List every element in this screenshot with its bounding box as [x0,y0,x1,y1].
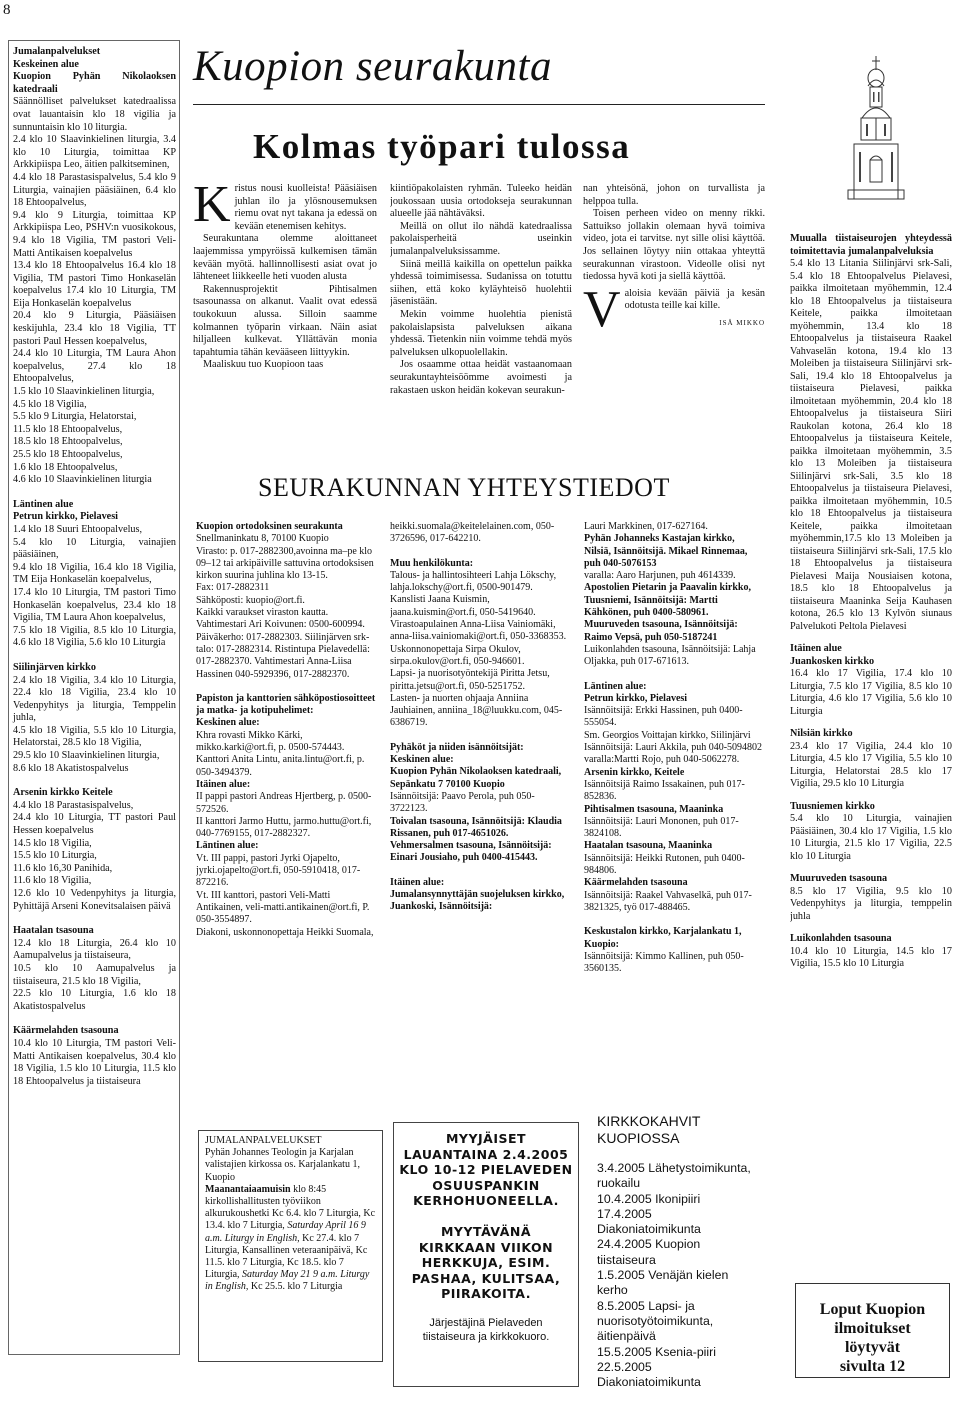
market-line: KLO 10-12 PIELAVEDEN [399,1162,573,1177]
spacer [13,487,176,499]
schedule-entry: 1.4 klo 18 Suuri Ehtoopalvelus, [13,523,143,535]
schedule-entry: Arsenin kirkko Keitele [13,787,113,799]
contact-entry: Pyhäköt ja niiden isännöitsijät: [390,741,524,753]
article-paragraph: nan yhteisönä, johon on turvallista ja helppoa tulla. [583,183,765,207]
spacer [13,913,176,925]
market-line: KERHOHUONEELLA. [413,1193,559,1208]
church-illustration [790,40,952,205]
contact-entry: Talous- ja hallintosihteeri Lahja Lökschy, lahja.lokschy@ort.fi, 0500-901479. [390,569,557,594]
right-services-column [790,233,952,1273]
kirkkokahvit-item: 1.5.2005 Venäjän kielen kerho [597,1268,729,1298]
contact-entry: Papiston ja kanttorien sähköpostiosoitteet ja matka- ja kotipuhelimet: [196,692,376,717]
article-column-2 [390,183,572,455]
service-entry: 23.4 klo 17 Vigilia, 24.4 klo 10 Liturgia, 4.5 klo 17 Vigilia, 5.5 klo 10 Liturgia, Helatorstai 28.5 klo 17 Vigilia, 29.5 klo 10 Liturgia [790,740,952,789]
vigil-text: JUMALANPALVELUKSET [205,1135,322,1146]
article-headline: Kolmas työpari tulossa [253,127,631,166]
spacer [13,650,176,662]
schedule-entry: 24.4 klo 10 Liturgia, TT pastori Paul Hessen koepalvelus [13,812,176,837]
contact-entry: Uskonnonopettaja Sirpa Okulov, sirpa.okulov@ort.fi, 050-946601. [390,643,525,667]
schedule-entry: 20.4 klo 9 Liturgia, Pääsiäisen keskijuhla, 23.4 klo 18 Vigilia, TT pastori Paul Hessen koepalvelus, [13,310,176,347]
article-paragraph: Maaliskuu tuo Kuopioon taas [203,359,324,371]
spacer [584,669,764,681]
service-entry: 10.4 klo 10 Liturgia, 14.5 klo 17 Vigilia, 15.5 klo 10 Liturgia [790,945,952,969]
schedule-entry: 15.5 klo 10 Liturgia, [13,850,97,862]
schedule-entry: Haatalan tsasouna [13,925,94,937]
contact-entry: Vehmersalmen tsasouna, Isännöitsijä: Einari Jousiaho, puh 0400-415443. [390,840,552,864]
contact-entry: Kaikki varaukset viraston kautta. Vahtimestari Ari Koivunen: 0500-600994. Päiväkerho: 017-2882303. Siilinjärven srk-talo: 017-2882314. Ristintupa Pielavedellä: 017-2882370. Vahtimestari Anna-Liisa Hassinen 040-5929396, 017-2882370. [196,607,370,680]
vigil-text: Kc 25.5. klo 7 Liturgia [250,1281,343,1293]
service-entry: Luikonlahden tsasouna [790,933,892,944]
schedule-entry: Säännölliset palvelukset katedraalissa ovat lauantaisin klo 18 vigilia ja sunnuntaisin klo 10 liturgia. [13,96,176,133]
closing-dropcap: V [583,280,621,338]
contact-entry: Isännöitsijä: Lauri Akkila, puh 040-5094802 [584,742,763,754]
vigil-text: Pyhän Johannes Teologin ja Karjalan valistajien kirkossa os. Karjalankatu 1, Kuopio [205,1147,360,1183]
services-schedule-column [8,40,180,1355]
contact-entry: Läntinen alue: [196,840,259,852]
market-line: HERKKUJA, ESIM. [421,1255,551,1270]
schedule-entry: 9.4 klo 18 Vigilia, 16.4 klo 18 Vigilia, TM Eija Honkaselän koepalvelus, [13,561,176,586]
article-paragraph: ristus nousi kuolleista! Pääsiäisen juhlan ilo ja ylösnousemuksen riemu ovat nyt takana ja edessä on kevään etenemisen kehitys. [234,183,377,232]
schedule-entry: 12.4 klo 18 Liturgia, 26.4 klo 10 Aamupalvelus ja tiistaiseura, [13,937,176,962]
schedule-entry: 11.6 klo 18 Vigilia, [13,875,92,887]
service-entry: 8.5 klo 17 Vigilia, 9.5 klo 10 Vedenpyhitys ja liturgia, temppelin juhla [790,885,952,922]
contact-entry: varalla:Martti Rojo, puh 040-5062278. [584,754,740,766]
kirkkokahvit-list [597,1113,757,1390]
contact-entry: Apostolien Pietarin ja Paavalin kirkko, Tuusniemi, Isännöitsijä: Martti Kähkönen, puh 0400-580961. [584,582,751,619]
contacts-section-title: SEURAKUNNAN YHTEYSTIEDOT [258,473,670,502]
schedule-entry: 7.5 klo 18 Vigilia, 8.5 klo 10 Liturgia, 4.6 klo 18 Vigilia, 5.6 klo 10 Liturgia [13,624,176,649]
contact-entry: Isännöitsijä: Raakel Vahvaselkä, puh 017-3821325, työ 017-488465. [584,889,752,913]
contact-entry: Pihtisalmen tsasouna, Maaninka [584,803,724,815]
loput-line: Loput Kuopion [819,1301,926,1318]
schedule-entry: 5.5 klo 9 Liturgia, Helatorstai, [13,411,137,423]
contact-entry: Vt. III kanttori, pastori Veli-Matti Antikainen, veli-matti.antikainen@ort.fi, P. 050-3554897. [196,889,370,926]
schedule-entry: Keskeinen alue [13,58,79,70]
contact-entry: Isännöitsijä: Paavo Perola, puh 050-3722123. [390,790,535,815]
schedule-entry: 4.6 klo 10 Slaavinkielinen liturgia [13,474,152,486]
contact-entry: Haatalan tsasouna, Maaninka [584,840,713,852]
schedule-entry: 24.4 klo 10 Liturgia, TM Laura Ahon koepalvelus, 27.4 klo 18 Ehtoopalvelus, [13,348,176,385]
contact-entry: varalla: Aaro Harjunen, puh 4614339. [584,570,736,582]
schedule-entry: 4.5 klo 18 Vigilia, [13,398,87,410]
market-line: KIRKKAAN VIIKON [418,1239,554,1255]
service-entry: Juankosken kirkko [790,655,875,667]
service-entry: 16.4 klo 17 Vigilia, 17.4 klo 10 Liturgia, 7.5 klo 17 Vigilia, 8.5 klo 10 Liturgia, 4.6 klo 17 Vigilia, 5.6 klo 10 Liturgia [790,668,952,717]
schedule-entry: 29.5 klo 10 Slaavinkielinen liturgia, [13,750,160,762]
schedule-entry: 11.6 klo 16,30 Panihida, [13,862,113,874]
contact-entry: Isännöitsijä: Lauri Mononen, puh 017-3824108. [584,815,739,840]
schedule-entry: 22.5 klo 10 Liturgia, 1.6 klo 18 Akatistospalvelus [13,988,176,1012]
schedule-entry: 5.4 klo 10 Liturgia, vainajien pääsiäinen, [13,536,176,561]
contact-entry: Keskinen alue: [196,717,260,729]
contact-entry: Lapsi- ja nuorisotyöntekijä Piritta Jetsu, piritta.jetsu@ort.fi, 050-5251752. [390,668,550,692]
schedule-entry: Läntinen alue [13,498,74,510]
organizer-line: Järjestäjinä Pielaveden [429,1316,543,1329]
contact-entry: Isännöitsijä Raimo Issakainen, puh 017-852836. [584,778,745,803]
article-paragraph: Seurakuntana olemme aloittaneet laajemmissa ympyröissä kulkemisen tämän kevään myötä. hallinnollisesti asiat ovat jo lähteneet liikkeelle heti vuoden alusta [193,233,377,283]
contact-entry: Luikonlahden tsasouna, Isännöitsijä: Lahja Oljakka, puh 017-671613. [584,643,756,668]
kirkkokahvit-item: 24.4.2005 Kuopion tiistaiseura [597,1237,701,1267]
vigil-text: Maanantaiaamuisin [205,1183,294,1195]
contact-entry: Isännöitsijä: Kimmo Kallinen, puh 050-3560135. [584,950,744,975]
contact-entry: heikki.suomala@keitelelainen.com, 050-3726596, 017-642210. [390,521,555,545]
spacer [790,718,952,728]
schedule-entry: Petrun kirkko, Pielavesi [13,511,118,523]
schedule-entry: Siilinjärven kirkko [13,661,96,673]
loput-line: löytyvät [844,1339,901,1356]
contact-entry: Läntinen alue: [584,680,647,692]
contact-entry: Kuopion ortodoksinen seurakunta [196,521,343,532]
vigil-text: Kc 6.4. klo 7 Liturgia, Kc 13.4. klo 7 Liturgia, [205,1208,376,1232]
schedule-entry: 9.4 klo 9 Liturgia, toimittaa KP Arkkipiispa Leo, PSHV:n vuosikokous, 9.4 klo 18 Vigilia, TM pastori Veli-Matti Antikaisen koepalvelus [13,209,176,259]
article-paragraph: Jos osaamme ottaa heidät vastaanomaan seurakuntayhteisöömme avoimesti ja rakastaen uskon heidän kokevan seurakun- [390,359,572,396]
loput-ilmoitukset-box [795,1283,950,1378]
masthead-title: Kuopion seurakunta [193,43,552,90]
spacer [790,923,952,933]
contact-entry: Toivalan tsasouna, Isännöitsijä: Klaudia Rissanen, puh 017-4651026. [390,815,562,839]
contact-entry: Itäinen alue: [196,778,251,790]
kirkkokahvit-item: 8.5.2005 Lapsi- ja nuorisotyötoimikunta, äitienpäivä [597,1298,714,1344]
contact-entry: Muuruveden tsasouna, Isännöitsijä: Raimo Vepsä, puh 050-5187241 [584,619,738,643]
service-entry: Muuruveden tsasouna [790,873,888,884]
schedule-entry: 10.5 klo 10 Aamupalvelus ja tiistaiseura, 21.5 klo 18 Vigilia, [13,962,176,987]
loput-line: ilmoitukset [834,1320,911,1337]
contact-entry: Isännöitsijä: Erkki Hassinen, puh 0400-555054. [584,705,743,729]
article-column-3 [583,183,765,373]
kirkkokahvit-item: 22.5.2005 Diakoniatoimikunta [597,1359,701,1390]
spacer [13,775,176,787]
contact-entry: Vt. III pappi, pastori Jyrki Ojapelto, jyrki.ojapelto@ort.fi, 050-5910418, 017-872216. [196,852,361,889]
jumalanpalvelukset-box [198,1130,383,1362]
market-line: MYYJÄISET [445,1131,527,1146]
contact-entry: Pyhän Johanneks Kastajan kirkko, Nilsiä, Isännöitsijä. Mikael Rinnemaa, puh 040-5076153 [584,533,748,569]
market-line: LAUANTAINA 2.4.2005 [403,1146,569,1162]
kirkkokahvit-title: KIRKKOKAHVIT [597,1113,701,1129]
contact-entry: Sm. Georgios Voittajan kirkko, Siilinjärvi [584,729,751,741]
schedule-entry: 10.4 klo 10 Liturgia, TM pastori Veli-Matti Antikaisen koepalvelus, 30.4 klo 18 Vigilia, 1.5 klo 10 Liturgia, 11.5 klo 18 Ehtoopalvelus ja tiistaiseura [13,1037,176,1087]
article-paragraph: Mekin voimme huolehtia pienistä pakolaislapsista palveluksen aikana yhdessä. Tietenkin niin voimme tehdä myös palveluksen ulkopuolellakin. [390,308,572,358]
market-line [394,1209,578,1225]
schedule-entry: 18.5 klo 18 Ehtoopalvelus, [13,436,123,448]
closing-text: aloisia kevään päiviä ja kesän odotusta teille kai kille. [624,287,765,312]
schedule-entry: 12.6 klo 10 Vedenpyhitys ja liturgia, Pyhittäjä Arseni Konevitsalaisen päivä [13,888,176,912]
article-paragraph: Meillä on ollut ilo nähdä katedraalissa pakolaisperheitä useinkin jumalanpalveluksissamme. [390,220,572,257]
kirkkokahvit-item: 10.4.2005 Ikonipiiri [597,1191,701,1206]
service-entry: Muualla tiistaiseurojen yhteydessä toimitettavia jumalanpalveluksia [790,233,952,257]
schedule-entry: 2.4 klo 10 Slaavinkielinen liturgia, 3.4 klo 10 Liturgia, toimittaa KP Arkkipiispa Leo, äitien palkitseminen, [13,134,176,171]
contact-entry: Itäinen alue: [390,876,445,888]
schedule-entry: 8.6 klo 18 Akatistospalvelus [13,762,129,774]
contact-entry: Keskinen alue: [390,754,454,766]
kirkkokahvit-item: 17.4.2005 Diakoniatoimikunta [597,1206,701,1237]
schedule-entry: 4.5 klo 18 Vigilia, 5.5 klo 10 Liturgia, Helatorstai, 28.5 klo 18 Vigilia, [13,724,176,749]
market-line: PASHAA, KULITSAA, [411,1270,561,1286]
page-number: 8 [3,2,11,18]
vigil-text: Saturday April 16 9 a.m. Liturgy in English, [205,1220,366,1244]
contact-entry: Kuopion Pyhän Nikolaoksen katedraali, Sepänkatu 7 70100 Kuopio [390,766,562,790]
contact-entry: II pappi pastori Andreas Hjertberg, p. 0500-572526. [196,791,372,815]
schedule-entry: Jumalanpalvelukset [13,46,101,57]
organizer-line: tiistaiseura ja kirkkokuoro. [422,1330,550,1343]
article-signature: ISÄ MIKKO [719,318,765,327]
contact-entry: Keskustalon kirkko, Karjalankatu 1, Kuopio: [584,926,742,950]
market-organizer [394,1316,578,1344]
article-column-1 [193,183,377,455]
myyjaiset-box [393,1122,579,1387]
market-line: PIIRAKOITA. [441,1286,531,1301]
vigil-text: Kc 27.4. klo 7 Liturgia, Kansallinen veteraanipäivä, Kc 11.5. klo 7 Liturgia, Kc 18.5. klo 7 Liturgia, [205,1232,368,1281]
contact-entry: Arsenin kirkko, Keitele [584,766,685,778]
service-entry: Itäinen alue [790,643,842,654]
contact-entry: Lauri Markkinen, 017-627164. [584,521,708,532]
contact-entry: II kanttori Jarmo Huttu, jarmo.huttu@ort.fi, 040-7769155, 017-2882327. [196,815,372,840]
spacer [390,865,570,877]
spacer [790,791,952,801]
contact-entry: Isännöitsijä: Heikki Rutonen, puh 0400-984806. [584,852,745,877]
contact-entry: Jumalansynnyttäjän suojeluksen kirkko, Juankoski, Isännöitsijä: [390,889,565,913]
spacer [390,546,570,558]
contact-entry: Diakoni, uskonnonopettaja Heikki Suomala, [196,926,374,938]
contact-entry: Kanslisti Jaana Kuismin, jaana.kuismin@ort.fi, 050-5419640. [390,594,536,618]
schedule-entry: Käärmelahden tsasouna [13,1025,119,1037]
contact-entry: Petrun kirkko, Pielavesi [584,692,688,704]
service-entry: 5.4 klo 10 Liturgia, vainajien Pääsiäinen, 30.4 klo 17 Vigilia, 1.5 klo 10 Liturgia, 21.5 klo 17 Vigilia, 22.5 klo 10 Liturgia [790,813,952,862]
spacer [196,681,376,693]
schedule-entry: 2.4 klo 18 Vigilia, 3.4 klo 10 Liturgia, 22.4 klo 18 Vigilia, 23.4 klo 10 Vedenpyhitys ja liturgia, Temppelin juhla, [13,674,176,724]
market-line: OSUUSPANKIN [432,1177,540,1193]
masthead-rule [193,104,765,105]
kirkkokahvit-item: 3.4.2005 Lähetystoimikunta, ruokailu [597,1161,751,1191]
schedule-entry: 25.5 klo 18 Ehtoopalvelus, [13,449,123,460]
contact-entry: Käärmelahden tsasouna [584,877,688,889]
contacts-column-1 [196,521,376,1121]
schedule-entry: 13.4 klo 18 Ehtoopalvelus 16.4 klo 18 Vigilia, TM pastori Timo Honkaselän koepalvelus 17.4 klo 10 Liturgia, TM Eija Honkaselän koepalvelus [13,260,176,309]
article-paragraph: Rakennusprojektit Pihtisalmen tsasounassa on alkanut. Vaalit ovat edessä toukokuun alussa. Silloin saamme kolmannen työparin virkaan. Näin asiat hiljalleen kulkevat. Yllättävän monia tapahtumia tähän kevääseen liittyykin. [193,283,377,358]
spacer [584,914,764,926]
contacts-column-2 [390,521,570,1121]
article-paragraph: kiintiöpakolaisten ryhmän. Tuleeko heidän joukossaan uusia ortodokseja seurakunnan alueelle jää nähtäväksi. [390,183,572,220]
market-line: MYYTÄVÄNÄ [440,1224,532,1239]
spacer [390,730,570,742]
schedule-entry: 14.5 klo 18 Vigilia, [13,837,92,849]
contact-entry: Fax: 017-2882311 [196,582,270,594]
spacer [13,1013,176,1025]
article-paragraph: Siinä meillä kaikilla on opettelun paikka yhdessä toimimisessa. Sudanissa on totuttu siihen, että koko kyläyhteisö huolehtii jäsenistään. [390,258,572,308]
schedule-entry: Kuopion Pyhän Nikolaoksen katedraali [13,71,176,95]
contact-entry: Khra rovasti Mikko Kärki, mikko.karki@ort.fi, p. 0500-574443. Kanttori Anita Lintu, anita.lintu@ort.fi, p. 050-3494379. [196,729,365,778]
contact-entry: Sähköposti: kuopio@ort.fi. [196,594,305,606]
article-dropcap: K [193,183,231,233]
spacer [790,863,952,873]
kirkkokahvit-title: KUOPIOSSA [597,1130,680,1146]
schedule-entry: 1.5 klo 10 Slaavinkielinen liturgia, [13,386,155,398]
schedule-entry: 17.4 klo 10 Liturgia, TM pastori Timo Honkaselän koepalvelus, 23.4 klo 18 Vigilia, TM Laura Ahon koepalvelus, [13,586,176,624]
contact-entry: Snellmaninkatu 8, 70100 Kuopio [196,533,329,545]
schedule-entry: 4.4 klo 18 Parastasispalvelus, [13,799,134,811]
schedule-entry: 1.6 klo 18 Ehtoopalvelus, [13,461,118,473]
contact-entry: Virasto: p. 017-2882300,avoinna ma–pe klo 09–12 tai arkipäiville sattuvina ortodoksisen kirkon suurina juhlina klo 13-15. [196,545,374,582]
service-entry: 5.4 klo 13 Litania Siilinjärvi srk-Sali, 5.4 klo 18 Ehtoopalvelus Pielavesi, paikka ilmoitetaan myöhemmin, 12.4 klo 18 Ehtoopalvelus ja tiistaiseura Keitele, paikka ilmoitetaan myöhemmin, 13.4 klo 18 Ehtoopalvelus ja tiistaiseura Raakel Vahvaselän kotona, 19.4 klo 13 Moleiben ja tiistaiseura Siilinjärvi srk-Sali, 19.4 klo 18 Ehtoopalvelus ja tiistaiseura Pielavesi, paikka ilmoitetaan myöhemmin, 20.4 klo 18 Ehtoopalvelus ja tiistaiseura Siiri Raukolan kotona, 26.4 klo 18 Ehtoopalvelus ja tiistaiseura Keitele, paikka ilmoitetaan myöhemmin, 3.5 klo 13 Moleiben ja tiistaiseura Siilinjärvi srk-Sali, 3.5 klo 18 Ehtoopalvelus ja tiistaiseura Pielavesi, paikka ilmoitetaan myöhemmin, 10.5 klo 18 Ehtoopalvelus ja tiistaiseura Keitele, paikka ilmoitetaan myöhemmin,17.5 klo 13 Moleiben ja tiistaiseura Siilinjärvi srk-Sali, 17.5 klo 18 Ehtoopalvelus ja tiistaiseura Pielavesi Maija Nousiaisen kotona, 18.5 klo 18 Ehtoopalvelus ja tiistaiseura Maaninka Seija Kauhasen kotona, 26.5 klo 13 Kylvön siunaus Palvelukoti Peltola Pielavesi [790,258,952,632]
service-entry: Nilsiän kirkko [790,728,853,739]
service-entry: Tuusniemen kirkko [790,800,875,812]
article-paragraph: Toisen perheen video on menny rikki. Sattuikso jollakin olemaan hyvä toimiva video, jota ei tarvitse. nyt sille olisi käyttöä. Jos sellainen löytyy niin ottakaa yhteyttä seurakunnan virastoon. Videolle olisi nyt tiedossa hyvä koti ja siellä käyttöä. [583,208,765,283]
schedule-entry: 11.5 klo 18 Ehtoopalvelus, [13,423,123,435]
vigil-text: Saturday May 21 9 a.m. Liturgy in English, [205,1269,370,1293]
loput-line: sivulta 12 [839,1358,906,1375]
schedule-entry: 4.4 klo 18 Parastasispalvelus, 5.4 klo 9 Liturgia, vainajien pääsiäinen, 6.4 klo 18 Ehtoopalvelus, [13,171,176,209]
contact-entry: Lasten- ja nuorten ohjaaja Anniina Jauhiainen, anniina_18@luukku.com, 045-6386719. [390,692,563,729]
contact-entry: Muu henkilökunta: [390,557,474,569]
vigil-text: klo 8:45 kirkollishallitusten työviikon alkurukoushetki [205,1183,327,1220]
contact-entry: Virastoapulainen Anna-Liisa Vainiomäki, anna-liisa.vainiomaki@ort.fi, 050-3368353. [390,619,567,643]
kirkkokahvit-item: 15.5.2005 Ksenia-piiri [597,1344,716,1359]
contacts-column-3 [584,521,764,1081]
spacer [790,633,952,643]
